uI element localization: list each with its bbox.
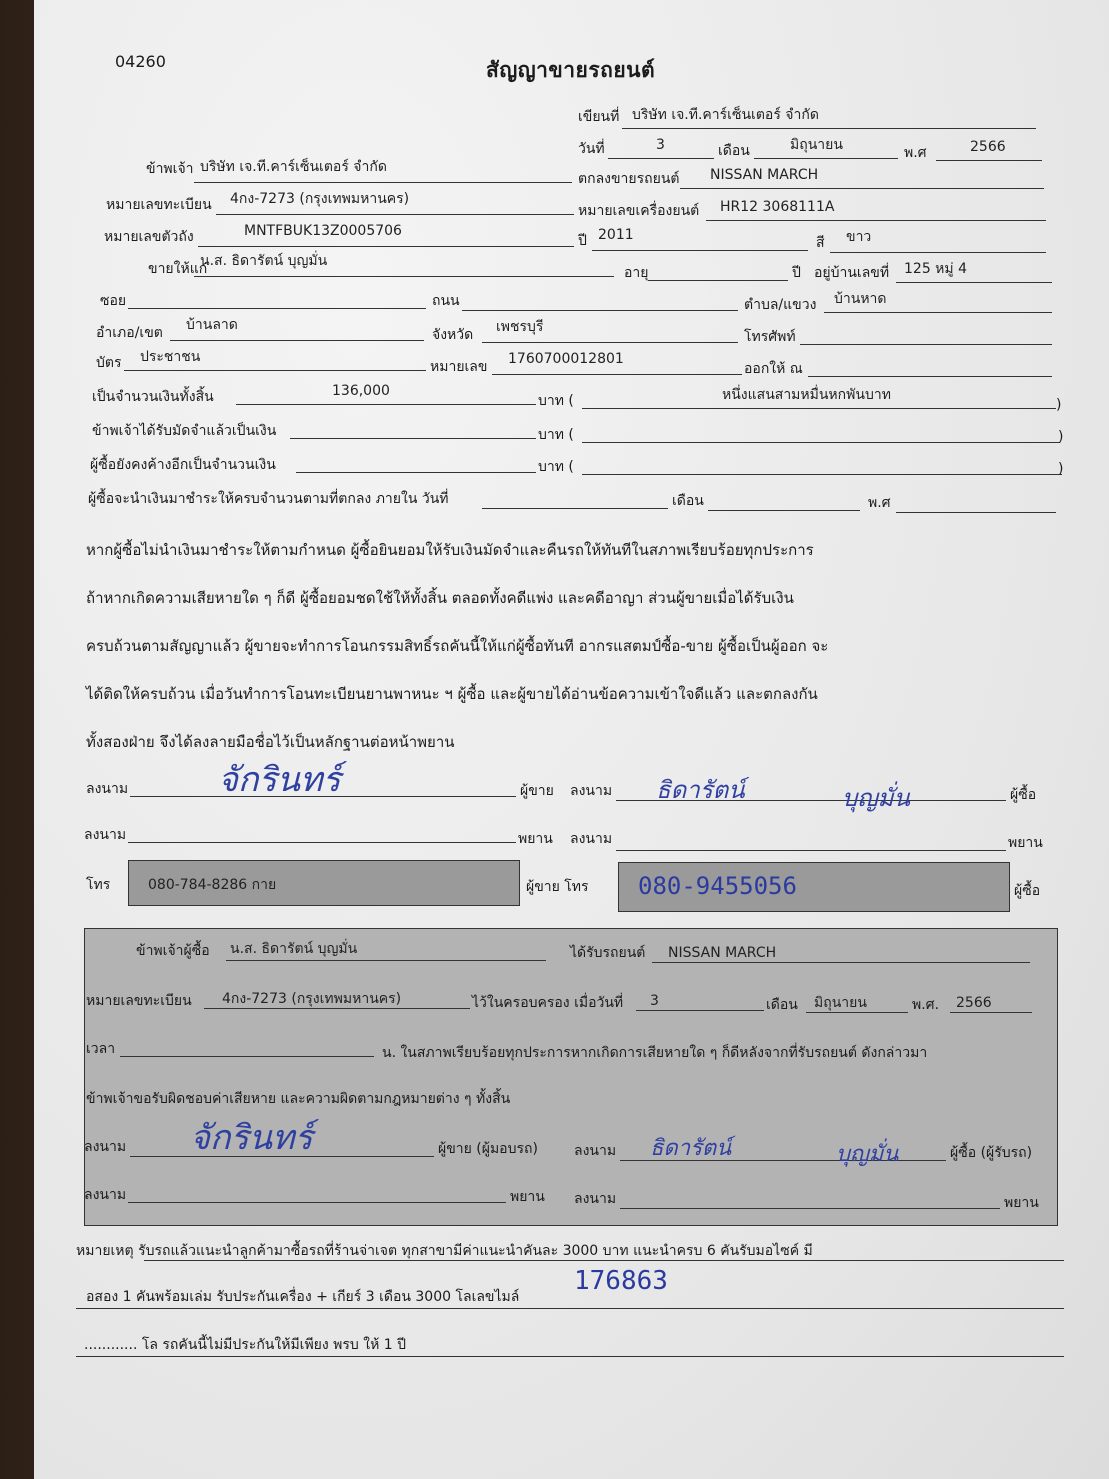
seller-line (194, 182, 572, 183)
buyer-sign-label: ลงนาม (570, 783, 613, 799)
buyer-signature-first: ธิดารัตน์ (656, 776, 745, 804)
remarks-underline-1 (144, 1260, 1064, 1261)
condition-text: น. ในสภาพเรียบร้อยทุกประการหากเกิดการเสียหายใด ๆ ก็ดีหลังจากที่รับรถยนต์ ดังกล่าวมา (382, 1045, 928, 1061)
written-at-line (622, 128, 1036, 129)
soi-line (128, 308, 426, 309)
card-value: ประชาชน (140, 349, 201, 365)
remarks-underline-3 (76, 1356, 1064, 1357)
province-line (482, 342, 738, 343)
written-at-value: บริษัท เจ.ที.คาร์เซ็นเตอร์ จำกัด (632, 107, 819, 123)
total-value: 136,000 (332, 383, 390, 399)
document-title: สัญญาขายรถยนต์ (486, 58, 656, 82)
receipt-witness1-sign-label: ลงนาม (84, 1187, 127, 1203)
document-number: 04260 (115, 52, 166, 71)
vehicle-year-label: ปี (578, 233, 587, 249)
remarks-line-3: ............ โล รถคันนี้ไม่มีประกันให้มีเพียง พรบ ให้ 1 ปี (84, 1337, 407, 1353)
liability-text: ข้าพเจ้าขอรับผิดชอบค่าเสียหาย และความผิดตามกฎหมายต่าง ๆ ทั้งสิ้น (86, 1091, 511, 1107)
terms-line-2: ถ้าหากเกิดความเสียหายใด ๆ ก็ดี ผู้ซื้อยอมชดใช้ให้ทั้งสิ้น ตลอดทั้งคดีแพ่ง และคดีอาญา ส่วนผู้ขายเมื่อได้รับเงิน (86, 589, 794, 607)
receiver-line (226, 960, 546, 961)
house-value: 125 หมู่ 4 (904, 261, 967, 277)
witness1-sign-label: ลงนาม (84, 827, 127, 843)
buyer-phone-value: 080-9455056 (638, 872, 797, 900)
road-line (462, 310, 738, 311)
year-label: พ.ศ (904, 145, 927, 161)
due-day-line (482, 508, 668, 509)
chassis-label: หมายเลขตัวถัง (104, 229, 194, 245)
receipt-witness2-role: พยาน (1004, 1195, 1039, 1211)
due-month-line (708, 510, 860, 511)
receiver-label: ข้าพเจ้าผู้ซื้อ (136, 943, 210, 959)
receipt-witness2-line (620, 1208, 1000, 1209)
seller-phone-label: ผู้ขาย โทร (526, 879, 589, 895)
district-line (170, 340, 424, 341)
plate-line (216, 214, 574, 215)
day-label: วันที่ (578, 141, 605, 157)
buyer-signature-last: บุญมั่น (842, 784, 910, 812)
soi-label: ซอย (100, 293, 127, 309)
plate-value: 4กง-7273 (กรุงเทพมหานคร) (230, 191, 410, 207)
plate-label: หมายเลขทะเบียน (106, 197, 212, 213)
district-label: อำเภอ/เขต (96, 325, 163, 341)
due-year-label: พ.ศ (868, 495, 891, 511)
buyer-phone-label: ผู้ซื้อ (1014, 883, 1041, 899)
engine-line (706, 220, 1046, 221)
chassis-line (198, 246, 574, 247)
house-line (896, 282, 1052, 283)
receipt-year-line (950, 1012, 1032, 1013)
buyer-name-line (194, 276, 614, 277)
seller-signature: จักรินทร์ (218, 760, 341, 800)
remaining-baht-label: บาท ( (538, 459, 574, 475)
receipt-buyer-signature-first: ธิดารัตน์ (650, 1136, 732, 1161)
receipt-witness1-role: พยาน (510, 1189, 545, 1205)
seller-name: บริษัท เจ.ที.คาร์เซ็นเตอร์ จำกัด (200, 159, 387, 175)
receipt-seller-sign-label: ลงนาม (84, 1139, 127, 1155)
year-value: 2566 (970, 139, 1006, 155)
mileage-value: 176863 (574, 1266, 668, 1296)
terms-line-1: หากผู้ซื้อไม่นำเงินมาชำระให้ตามกำหนด ผู้ซื้อยินยอมให้รับเงินมัดจำและคืนรถให้ทันทีในสภาพเรียบร้อยทุกประการ (86, 541, 814, 559)
receipt-buyer-sign-label: ลงนาม (574, 1143, 617, 1159)
issued-at-label: ออกให้ ณ (744, 361, 803, 377)
car-model: NISSAN MARCH (710, 167, 819, 183)
vehicle-year-line (592, 250, 808, 251)
color-value: ขาว (846, 229, 872, 245)
deposit-label: ข้าพเจ้าได้รับมัดจำแล้วเป็นเงิน (92, 423, 277, 439)
issued-at-line (808, 376, 1052, 377)
remaining-line (296, 472, 536, 473)
deposit-text-line (582, 442, 1060, 443)
receipt-plate-line (204, 1008, 470, 1009)
seller-sign-label: ลงนาม (86, 781, 129, 797)
receipt-seller-signature: จักรินทร์ (190, 1118, 313, 1158)
receipt-plate-value: 4กง-7273 (กรุงเทพมหานคร) (222, 991, 402, 1007)
province-value: เพชรบุรี (496, 319, 544, 335)
sold-to-label: ขายให้แก่ (148, 261, 208, 277)
received-car-value: NISSAN MARCH (668, 945, 777, 961)
age-line (648, 280, 788, 281)
day-line (608, 158, 714, 159)
total-text-line (582, 408, 1056, 409)
month-line (754, 158, 898, 159)
time-line (120, 1056, 374, 1057)
receipt-month-line (806, 1012, 908, 1013)
phone-row-label: โทร (86, 877, 111, 893)
remarks-line-1: หมายเหตุ รับรถแล้วแนะนำลูกค้ามาซื้อรถที่ร้านจ่าเจต ทุกสาขามีค่าแนะนำคันละ 3000 บาท แนะนำครบ 6 คันรับมอไซค์ มี (76, 1243, 813, 1259)
engine-label: หมายเลขเครื่องยนต์ (578, 203, 700, 219)
written-at-label: เขียนที่ (578, 109, 620, 125)
possession-day-line (636, 1010, 764, 1011)
seller-label: ข้าพเจ้า (146, 161, 194, 177)
remaining-text-line (582, 474, 1062, 475)
deposit-baht-label: บาท ( (538, 427, 574, 443)
receipt-buyer-signature-last: บุญมั่น (836, 1142, 899, 1167)
receiver-name: น.ส. ธิดารัตน์ บุญมั่น (230, 941, 358, 957)
card-label: บัตร (96, 355, 122, 371)
remaining-label: ผู้ซื้อยังคงค้างอีกเป็นจำนวนเงิน (90, 457, 276, 473)
engine-value: HR12 3068111A (720, 199, 835, 215)
total-close-paren: ) (1056, 397, 1062, 413)
color-line (830, 252, 1046, 253)
seller-role-label: ผู้ขาย (520, 783, 554, 799)
agree-sell-label: ตกลงขายรถยนต์ (578, 171, 680, 187)
day-value: 3 (656, 137, 665, 153)
received-car-label: ได้รับรถยนต์ (570, 945, 646, 961)
remarks-line-2: อสอง 1 คันพร้อมเล่ม รับประกันเครื่อง + เกียร์ 3 เดือน 3000 โลเลขไมล์ (86, 1289, 520, 1305)
age-label: อายุ (624, 265, 649, 281)
subdistrict-value: บ้านหาด (834, 291, 887, 307)
chassis-value: MNTFBUK13Z0005706 (244, 223, 402, 239)
witness2-sign-line (616, 850, 1006, 851)
received-car-line (652, 962, 1030, 963)
month-label: เดือน (718, 143, 750, 159)
receipt-witness1-line (128, 1202, 506, 1203)
deposit-close-paren: ) (1058, 429, 1064, 445)
vehicle-year-value: 2011 (598, 227, 634, 243)
receipt-buyer-role: ผู้ซื้อ (ผู้รับรถ) (950, 1145, 1033, 1161)
subdistrict-line (824, 312, 1052, 313)
car-line (680, 188, 1044, 189)
possession-label: ไว้ในครอบครอง เมื่อวันที่ (472, 995, 624, 1011)
receipt-year-label: พ.ศ. (912, 997, 940, 1013)
month-value: มิถุนายน (790, 137, 843, 153)
receipt-month-value: มิถุนายน (814, 995, 867, 1011)
terms-line-3: ครบถ้วนตามสัญญาแล้ว ผู้ขายจะทำการโอนกรรมสิทธิ์รถคันนี้ให้แก่ผู้ซื้อทันที อากรแสตมป์ซื้อ-ขาย ผู้ซื้อเป็นผู้ออก จะ (86, 637, 829, 655)
total-text-value: หนึ่งแสนสามหมื่นหกพันบาท (722, 387, 891, 403)
witness1-role-label: พยาน (518, 831, 553, 847)
possession-day-value: 3 (650, 993, 659, 1009)
seller-phone-value: 080-784-8286 กาย (148, 877, 277, 893)
phone-label: โทรศัพท์ (744, 329, 796, 345)
witness2-sign-label: ลงนาม (570, 831, 613, 847)
color-label: สี (816, 235, 825, 251)
receipt-seller-role: ผู้ขาย (ผู้มอบรถ) (438, 1141, 538, 1157)
card-number-line (492, 374, 742, 375)
card-line (124, 370, 426, 371)
subdistrict-label: ตำบล/แขวง (744, 297, 817, 313)
district-value: บ้านลาด (186, 317, 238, 333)
buyer-name: น.ส. ธิดารัตน์ บุญมั่น (200, 253, 328, 269)
total-baht-label: บาท ( (538, 393, 574, 409)
phone-line (800, 344, 1052, 345)
remarks-underline-2 (76, 1308, 1064, 1309)
province-label: จังหวัด (432, 327, 474, 343)
total-line (236, 404, 536, 405)
years-label: ปี (792, 265, 801, 281)
due-year-line (896, 512, 1056, 513)
receipt-plate-label: หมายเลขทะเบียน (86, 993, 192, 1009)
time-label: เวลา (86, 1041, 116, 1057)
card-number-value: 1760700012801 (508, 351, 624, 367)
buyer-role-label: ผู้ซื้อ (1010, 787, 1037, 803)
receipt-witness2-sign-label: ลงนาม (574, 1191, 617, 1207)
receipt-month-label: เดือน (766, 997, 798, 1013)
terms-line-4: ได้ติดให้ครบถ้วน เมื่อวันทำการโอนทะเบียนยานพาหนะ ฯ ผู้ซื้อ และผู้ขายได้อ่านข้อความเข้าใจดีแล้ว และตกลงกัน (86, 685, 818, 703)
due-month-label: เดือน (672, 493, 704, 509)
terms-line-5: ทั้งสองฝ่าย จึงได้ลงลายมือชื่อไว้เป็นหลักฐานต่อหน้าพยาน (86, 733, 455, 751)
witness2-role-label: พยาน (1008, 835, 1043, 851)
vehicle-receipt-section (84, 928, 1058, 1226)
due-date-label: ผู้ซื้อจะนำเงินมาชำระให้ครบจำนวนตามที่ตกลง ภายใน วันที่ (88, 491, 449, 507)
road-label: ถนน (432, 293, 460, 309)
witness1-sign-line (128, 842, 516, 843)
house-label: อยู่บ้านเลขที่ (814, 265, 890, 281)
receipt-year-value: 2566 (956, 995, 992, 1011)
deposit-line (290, 438, 536, 439)
total-label: เป็นจำนวนเงินทั้งสิ้น (92, 389, 214, 405)
card-number-label: หมายเลข (430, 359, 488, 375)
remaining-close-paren: ) (1058, 461, 1064, 477)
year-line (936, 160, 1042, 161)
